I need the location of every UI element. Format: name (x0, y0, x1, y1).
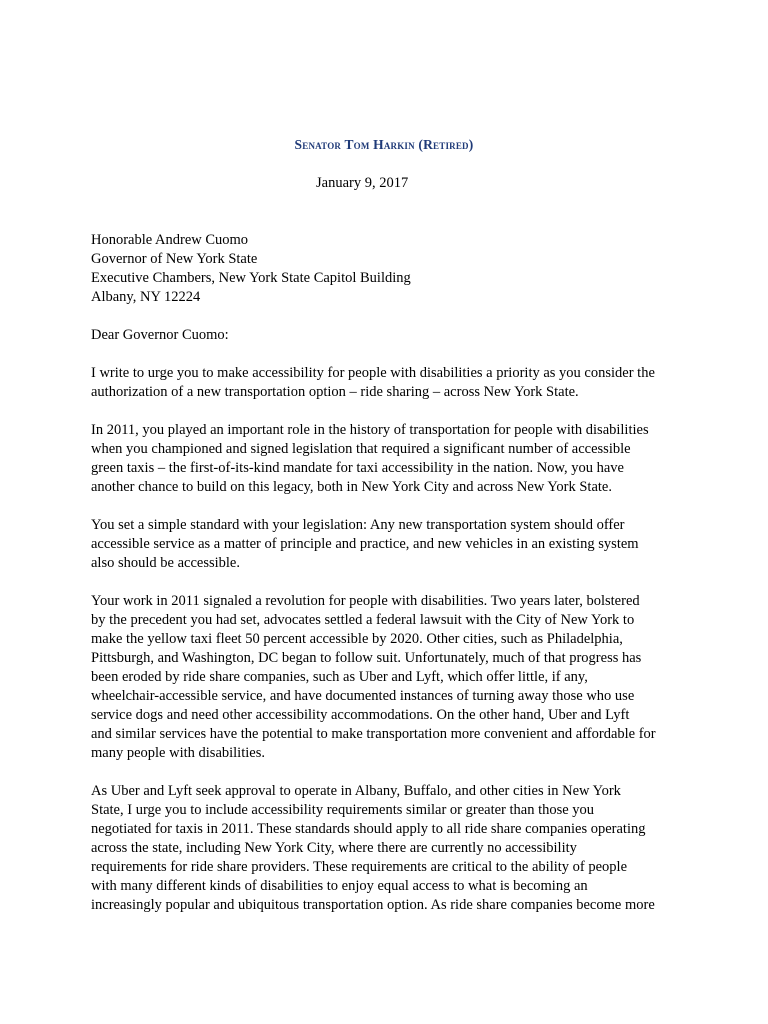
paragraph-line: wheelchair-accessible service, and have documented instances of turning away those who use (91, 688, 635, 704)
salutation: Dear Governor Cuomo: (91, 327, 229, 343)
paragraph-line: green taxis – the first-of-its-kind mandate for taxi accessibility in the nation. Now, you have (91, 460, 624, 476)
paragraph-2 (91, 421, 691, 497)
paragraph-line: requirements for ride share providers. These requirements are critical to the ability of people (91, 859, 628, 875)
paragraph-line: State, I urge you to include accessibility requirements similar or greater than those you (91, 802, 595, 818)
paragraph-3 (91, 516, 691, 573)
paragraph-line: In 2011, you played an important role in the history of transportation for people with disabilities (91, 422, 649, 438)
paragraph-line: accessible service as a matter of principle and practice, and new vehicles in an existing system (91, 536, 639, 552)
address-line: Honorable Andrew Cuomo (91, 232, 249, 248)
paragraph-4 (91, 592, 691, 763)
paragraph-line: authorization of a new transportation option – ride sharing – across New York State. (91, 384, 579, 400)
paragraph-line: many people with disabilities. (91, 745, 265, 761)
paragraph-line: across the state, including New York City, where there are currently no accessibility (91, 840, 577, 856)
paragraph-line: You set a simple standard with your legislation: Any new transportation system should offer (91, 517, 625, 533)
paragraph-line: As Uber and Lyft seek approval to operate in Albany, Buffalo, and other cities in New York (91, 783, 621, 799)
paragraph-line: by the precedent you had set, advocates settled a federal lawsuit with the City of New York to (91, 612, 635, 628)
paragraph-line: and similar services have the potential to make transportation more convenient and affordable for (91, 726, 656, 742)
paragraph-5 (91, 782, 691, 915)
paragraph-line: been eroded by ride share companies, such as Uber and Lyft, which offer little, if any, (91, 669, 588, 685)
paragraph-1 (91, 364, 691, 402)
paragraph-line: I write to urge you to make accessibility for people with disabilities a priority as you consider the (91, 365, 655, 381)
letterhead: Senator Tom Harkin (Retired) (294, 137, 474, 152)
paragraph-line: with many different kinds of disabilities to enjoy equal access to what is becoming an (91, 878, 588, 894)
paragraph-line: Pittsburgh, and Washington, DC began to follow suit. Unfortunately, much of that progress has (91, 650, 642, 666)
address-line: Albany, NY 12224 (91, 289, 201, 305)
address-line: Executive Chambers, New York State Capitol Building (91, 270, 411, 286)
letter-date: January 9, 2017 (316, 175, 409, 191)
paragraph-line: increasingly popular and ubiquitous transportation option. As ride share companies become more (91, 897, 655, 913)
address-line: Governor of New York State (91, 251, 258, 267)
paragraph-line: service dogs and need other accessibility accommodations. On the other hand, Uber and Lyft (91, 707, 630, 723)
paragraph-line: another chance to build on this legacy, both in New York City and across New York State. (91, 479, 612, 495)
letter-body (91, 231, 691, 915)
paragraph-line: make the yellow taxi fleet 50 percent accessible by 2020. Other cities, such as Philadelphia, (91, 631, 623, 647)
paragraph-line: negotiated for taxis in 2011. These standards should apply to all ride share companies operating (91, 821, 646, 837)
recipient-address (91, 231, 691, 307)
paragraph-line: when you championed and signed legislation that required a significant number of accessible (91, 441, 631, 457)
paragraph-line: also should be accessible. (91, 555, 240, 571)
paragraph-line: Your work in 2011 signaled a revolution for people with disabilities. Two years later, bolstered (91, 593, 640, 609)
